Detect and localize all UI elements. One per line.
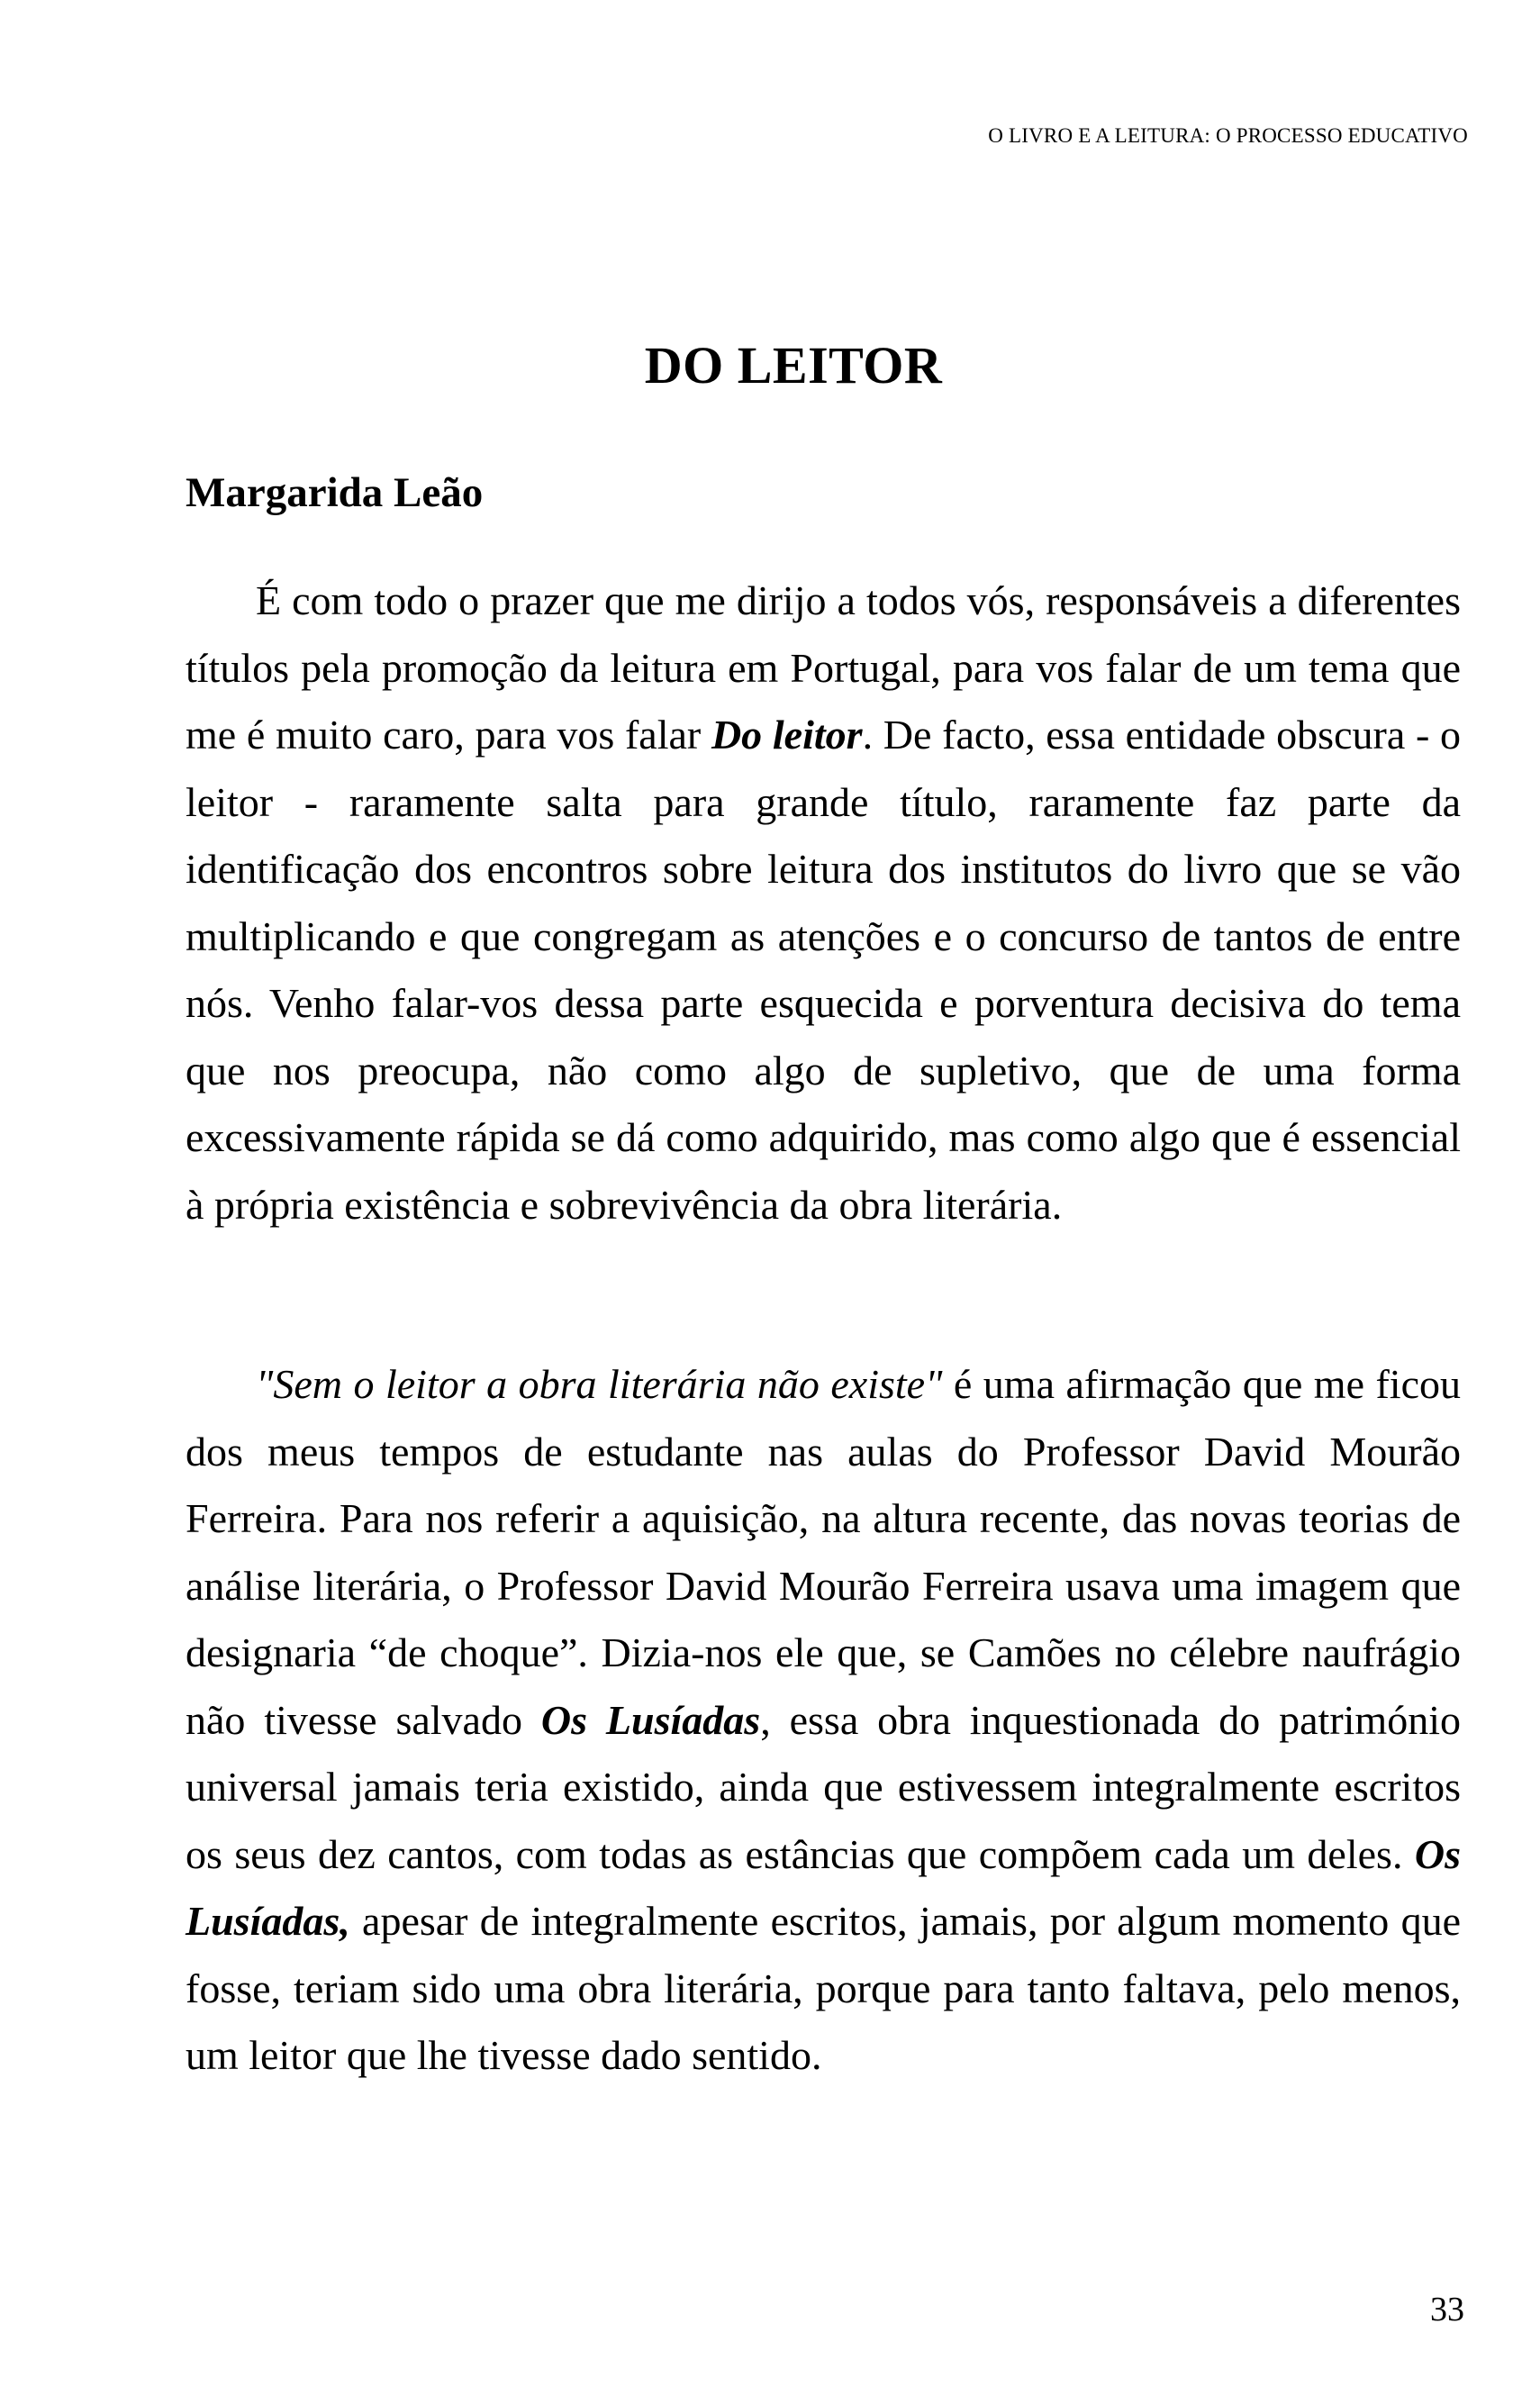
paragraph-2-emphasis-1: Os Lusíadas: [540, 1696, 761, 1743]
paragraph-1-text-b: . De facto, essa entidade obscura - o leitor - raramente salta para grande título, raramente faz parte da identificação dos encontros sobre leitura dos institutos do livro que se vão multiplicando e que congregam as atenções e o concurso de tantos de entre nós. Venho falar-vos dessa parte esquecida e porventura decisiva do tema que nos preocupa, não como algo de supletivo, que de uma forma excessivamente rápida se dá como adquirido, mas como algo que é essencial à própria existência e sobrevivência da obra literária.: [186, 712, 1461, 1228]
body-paragraph-1: [186, 567, 1461, 1239]
article-title: DO LEITOR: [644, 336, 943, 395]
paragraph-1-emphasis: Do leitor: [711, 712, 863, 758]
paragraph-2-emphasis-2: Os Lusíadas,: [186, 1830, 1461, 1944]
page-number: 33: [1430, 2291, 1464, 2328]
paragraph-1-text-a: É com todo o prazer que me dirijo a todos vós, responsáveis a diferentes títulos pela promoção da leitura em Portugal, para vos falar de um tema que me é muito caro, para vos falar: [186, 577, 1461, 758]
paragraph-2-text-c: apesar de integralmente escritos, jamais, por algum momento que fosse, teriam sido uma obra literária, porque para tanto faltava, pelo menos, um leitor que lhe tivesse dado sentido.: [186, 1898, 1461, 2078]
body-paragraph-2: [186, 1351, 1461, 2090]
paragraph-2-quote: "Sem o leitor a obra literária não existe": [256, 1361, 943, 1407]
paragraph-2-text-a: é uma afirmação que me ficou dos meus tempos de estudante nas aulas do Professor David Mourão Ferreira. Para nos referir a aquisição, na altura recente, das novas teorias de análise literária, o Professor David Mourão Ferreira usava uma imagem que designaria “de choque”. Dizia-nos ele que, se Camões no célebre naufrágio não tivesse salvado: [186, 1361, 1461, 1743]
paragraph-2-text-b: , essa obra inquestionada do património universal jamais teria existido, ainda que estivessem integralmente escritos os seus dez cantos, com todas as estâncias que compõem cada um deles.: [186, 1696, 1461, 1877]
running-header: O LIVRO E A LEITURA: O PROCESSO EDUCATIVO: [988, 124, 1468, 147]
author-name: Margarida Leão: [186, 469, 484, 516]
